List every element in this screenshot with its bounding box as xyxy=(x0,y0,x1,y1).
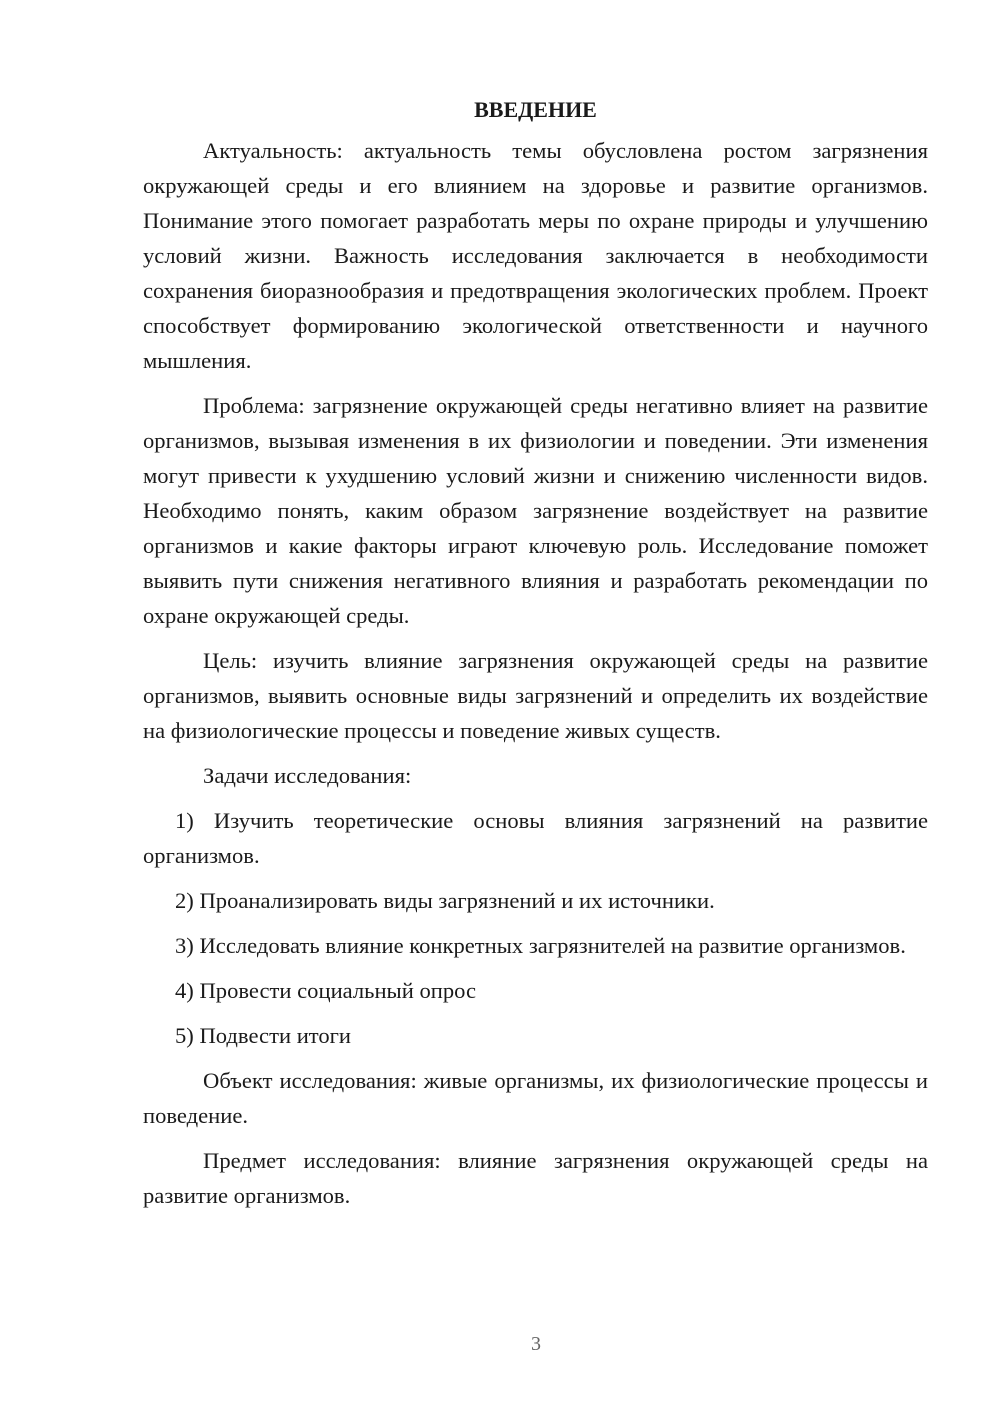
goal-paragraph: Цель: изучить влияние загрязнения окружающей среды на развитие организмов, выявить основные виды загрязнений и определить их воздействие на физиологические процессы и поведение живых существ. xyxy=(143,648,928,743)
task-item-3: 3) Исследовать влияние конкретных загрязнителей на развитие организмов. xyxy=(175,933,906,958)
section-heading: ВВЕДЕНИЕ xyxy=(474,97,597,122)
page-number: 3 xyxy=(531,1333,541,1355)
document-body xyxy=(143,92,928,1223)
task-item-4: 4) Провести социальный опрос xyxy=(175,978,477,1003)
task-item-2: 2) Проанализировать виды загрязнений и их источники. xyxy=(175,888,715,913)
tasks-title: Задачи исследования: xyxy=(203,763,412,788)
task-item-1: 1) Изучить теоретические основы влияния загрязнений на развитие организмов. xyxy=(143,808,928,868)
object-paragraph: Объект исследования: живые организмы, их физиологические процессы и поведение. xyxy=(143,1068,928,1128)
relevance-paragraph: Актуальность: актуальность темы обусловлена ростом загрязнения окружающей среды и его влиянием на здоровье и развитие организмов. Понимание этого помогает разработать меры по охране природы и улучшению условий жизни. Важность исследования заключается в необходимости сохранения биоразнообразия и предотвращения экологических проблем. Проект способствует формированию экологической ответственности и научного мышления. xyxy=(143,138,928,373)
subject-paragraph: Предмет исследования: влияние загрязнения окружающей среды на развитие организмов. xyxy=(143,1148,928,1208)
problem-paragraph: Проблема: загрязнение окружающей среды негативно влияет на развитие организмов, вызывая изменения в их физиологии и поведении. Эти изменения могут привести к ухудшению условий жизни и снижению численности видов. Необходимо понять, каким образом загрязнение воздействует на развитие организмов и какие факторы играют ключевую роль. Исследование поможет выявить пути снижения негативного влияния и разработать рекомендации по охране окружающей среды. xyxy=(143,393,928,628)
task-item-5: 5) Подвести итоги xyxy=(175,1023,352,1048)
